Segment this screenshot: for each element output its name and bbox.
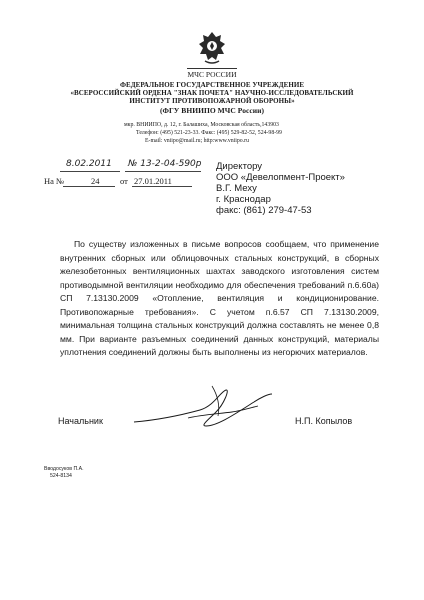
addressee-position: Директору: [216, 161, 263, 172]
registration-date: 8.02.2011: [66, 159, 112, 169]
signature-icon: [128, 382, 278, 437]
reference-number: 24: [91, 176, 100, 186]
org-email: E-mail: vniipo@mail.ru; http:www.vniipo.ru: [145, 138, 249, 144]
reference-date-underline: [132, 186, 192, 187]
addressee-fax: факс: (861) 279-47-53: [216, 205, 312, 216]
addressee-name: В.Г. Меху: [216, 183, 257, 194]
date-underline: [60, 171, 120, 172]
reference-prefix: На №: [44, 176, 65, 186]
ministry-name: МЧС РОССИИ: [187, 70, 237, 79]
org-line-3: ИНСТИТУТ ПРОТИВОПОЖАРНОЙ ОБОРОНЫ»: [129, 97, 295, 105]
executor-phone: 524-8134: [50, 473, 72, 479]
number-underline: [125, 171, 201, 172]
signatory-title: Начальник: [58, 416, 103, 426]
addressee-city: г. Краснодар: [216, 194, 271, 205]
reference-underline: [63, 186, 115, 187]
emblem-icon: [197, 30, 227, 66]
letter-body: По существу изложенных в письме вопросов сообщаем, что применение внутренних сборных или облицовочных стальных конструкций, в сборных железобетонных вентиляционных шахтах заводского изготовления систем противодымной вентиляции необходимо для обеспечения требований п.6.60а) СП 7.13130.2009 «Отопление, вентиляция и кондиционирование. Противопожарные требования». С учетом п.6.57 СП 7.13130.2009, минимальная толщина стальных конструкций должна составлять не менее 0,8 мм. При варианте разъемных соединений данных конструкций, материалы уплотнения соединений должны быть выполнены из негорючих материалов.: [60, 239, 379, 357]
reference-date-prefix: от: [120, 176, 128, 186]
executor-name: Вводосуков П.А.: [44, 466, 84, 472]
org-phones: Телефон: (495) 521-23-33. Факс: (495) 529-82-52, 524-98-99: [136, 130, 282, 136]
registration-number: № 13-2-04-590р: [128, 159, 202, 169]
org-address: мкр. ВНИИПО, д. 12, г. Балашиха, Московская область,143903: [124, 122, 279, 128]
reference-date: 27.01.2011: [134, 176, 172, 186]
signatory-name: Н.П. Копылов: [295, 416, 353, 426]
addressee-company: ООО «Девелопмент-Проект»: [216, 172, 345, 183]
org-line-1: ФЕДЕРАЛЬНОЕ ГОСУДАРСТВЕННОЕ УЧРЕЖДЕНИЕ: [119, 81, 305, 89]
org-short-name: (ФГУ ВНИИПО МЧС России): [159, 106, 265, 115]
org-line-2: «ВСЕРОССИЙСКИЙ ОРДЕНА "ЗНАК ПОЧЕТА" НАУЧНО-ИССЛЕДОВАТЕЛЬСКИЙ: [70, 89, 354, 97]
